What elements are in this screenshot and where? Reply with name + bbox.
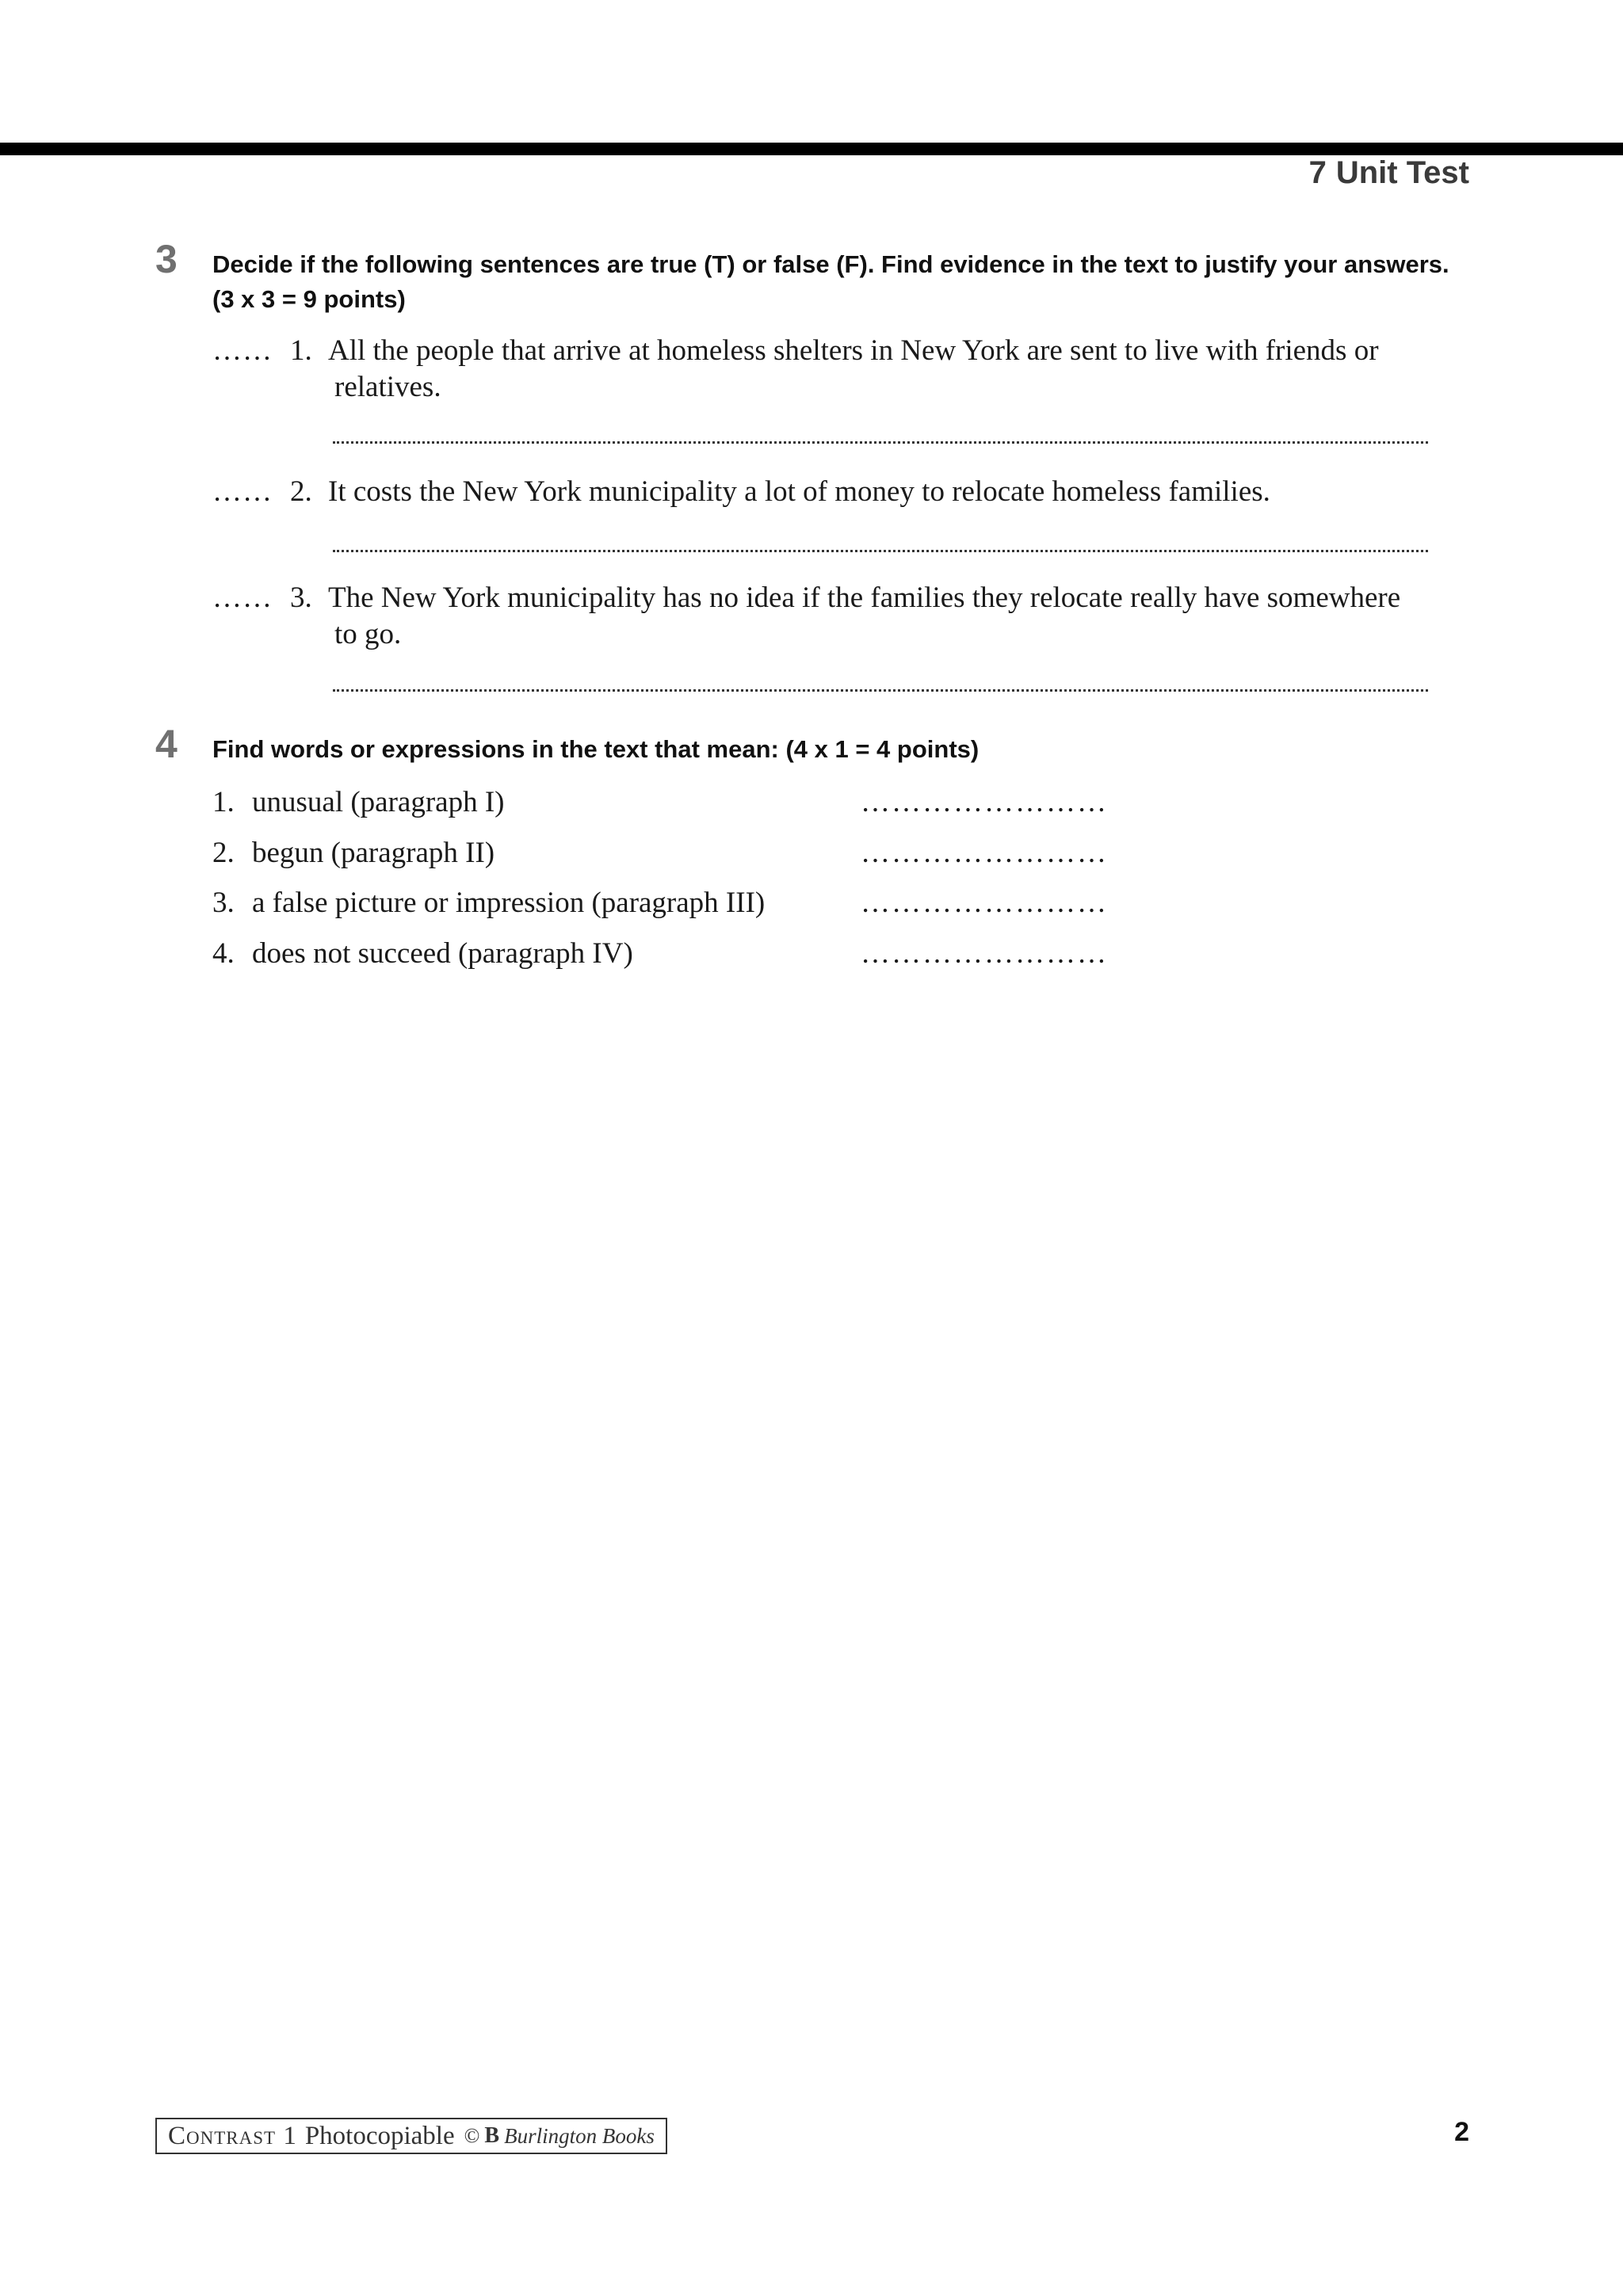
vocab-item bbox=[212, 936, 633, 972]
vocab-answer-blank[interactable]: …………………… bbox=[861, 887, 1108, 919]
item-text: a false picture or impression (paragraph III) bbox=[252, 887, 766, 919]
tf-answer-blank[interactable]: …… bbox=[212, 582, 273, 614]
page-number: 2 bbox=[1454, 2117, 1469, 2147]
item-number: 2. bbox=[212, 837, 235, 869]
item-number: 3. bbox=[290, 582, 312, 614]
item-text-line: relatives. bbox=[334, 371, 441, 403]
tf-item-1 bbox=[212, 333, 1433, 406]
item-number: 3. bbox=[212, 887, 235, 919]
unit-number: 7 bbox=[1308, 155, 1327, 190]
footer-publisher: Burlington Books bbox=[504, 2123, 655, 2148]
item-number: 2. bbox=[290, 475, 312, 508]
item-text-line: to go. bbox=[334, 618, 402, 650]
item-text: unusual (paragraph I) bbox=[252, 786, 505, 818]
item-text-line: It costs the New York municipality a lot of money to relocate homeless families. bbox=[328, 475, 1270, 508]
item-text bbox=[328, 333, 1430, 406]
tf-item-2 bbox=[212, 474, 1433, 510]
vocab-item bbox=[212, 835, 495, 871]
instruction-line: Decide if the following sentences are true (T) or false (F). Find evidence in the text to justify your answers. bbox=[212, 250, 1449, 278]
item-number: 1. bbox=[290, 334, 312, 367]
item-number: 1. bbox=[212, 786, 235, 818]
section-number: 3 bbox=[155, 237, 178, 281]
points-line: (3 x 3 = 9 points) bbox=[212, 285, 406, 313]
footer-credit bbox=[155, 2118, 667, 2154]
vocab-answer-blank[interactable]: …………………… bbox=[861, 837, 1108, 869]
section-number: 4 bbox=[155, 722, 178, 766]
copyright-icon: © bbox=[464, 2124, 480, 2147]
top-rule bbox=[0, 143, 1623, 155]
item-text-line: All the people that arrive at homeless shelters in New York are sent to live with friends or bbox=[328, 334, 1379, 367]
item-text bbox=[328, 474, 1430, 510]
evidence-line[interactable] bbox=[333, 685, 1428, 692]
evidence-line[interactable] bbox=[333, 545, 1428, 552]
tf-answer-blank[interactable]: …… bbox=[212, 334, 273, 367]
tf-answer-blank[interactable]: …… bbox=[212, 475, 273, 508]
unit-label: Unit Test bbox=[1335, 155, 1469, 190]
footer-brand: Contrast 1 bbox=[168, 2121, 297, 2150]
item-text bbox=[328, 580, 1430, 653]
unit-header bbox=[1309, 155, 1469, 191]
vocab-answer-blank[interactable]: …………………… bbox=[861, 937, 1108, 970]
footer-photocopiable: Photocopiable bbox=[304, 2121, 455, 2150]
item-text: begun (paragraph II) bbox=[252, 837, 495, 869]
item-text-line: The New York municipality has no idea if the families they relocate really have somewhere bbox=[328, 582, 1401, 614]
section-instruction: Find words or expressions in the text that mean: (4 x 1 = 4 points) bbox=[212, 735, 980, 763]
vocab-item bbox=[212, 885, 765, 921]
evidence-line[interactable] bbox=[333, 437, 1428, 444]
item-number: 4. bbox=[212, 937, 235, 970]
vocab-item bbox=[212, 784, 504, 821]
vocab-answer-blank[interactable]: …………………… bbox=[861, 786, 1108, 818]
item-text: does not succeed (paragraph IV) bbox=[252, 937, 633, 970]
tf-item-3 bbox=[212, 580, 1433, 653]
section-instruction bbox=[212, 247, 1465, 317]
publisher-logo-icon: B bbox=[484, 2123, 500, 2148]
